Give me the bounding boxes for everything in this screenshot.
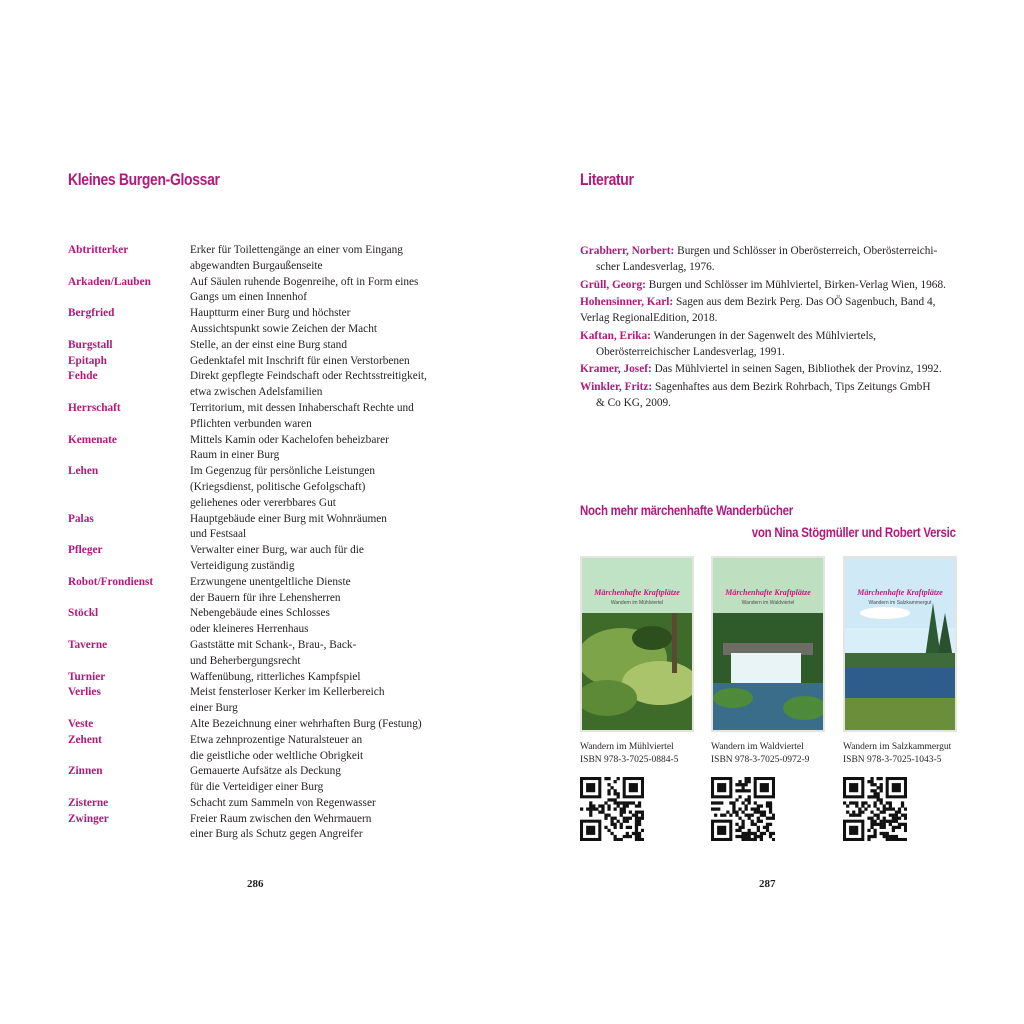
literature-line <box>580 379 960 395</box>
definition-line: Verwalter einer Burg, war auch für die <box>190 544 364 557</box>
glossary-entry <box>68 306 448 338</box>
glossary-term: Stöckl <box>68 607 99 620</box>
literature-entry <box>580 277 960 293</box>
cover-title: Märchenhafte Kraftplätze <box>594 588 680 597</box>
glossary-entry <box>68 275 448 307</box>
glossary-definition <box>190 764 448 796</box>
glossary-definition <box>190 670 448 686</box>
book-card <box>580 556 694 846</box>
glossary-entry <box>68 464 448 511</box>
glossary-entry <box>68 338 448 354</box>
definition-line: Direkt gepflegte Feindschaft oder Rechtsstreitigkeit, <box>190 370 427 383</box>
glossary-definition <box>190 812 448 844</box>
glossary-entry <box>68 369 448 401</box>
definition-line: Raum in einer Burg <box>190 449 280 462</box>
promo-heading-line1: Noch mehr märchenhafte Wanderbücher <box>580 502 793 518</box>
definition-line: Erzwungene unentgeltliche Dienste <box>190 575 351 588</box>
literature-author: Kramer, Josef: <box>580 363 652 375</box>
literature-text: Sagen aus dem Bezirk Perg. Das OÖ Sagenbuch, Band 4, <box>675 296 936 308</box>
definition-line: der Bauern für ihre Lehensherren <box>190 591 341 604</box>
definition-line: Waffenübung, ritterliches Kampfspiel <box>190 670 361 683</box>
glossary-term: Kemenate <box>68 433 117 446</box>
book-isbn: ISBN 978-3-7025-0972-9 <box>711 755 810 765</box>
glossary-definition <box>190 796 448 812</box>
glossary-definition <box>190 575 448 607</box>
definition-line: Gangs um einen Innenhof <box>190 291 308 304</box>
definition-line: oder kleineres Herrenhaus <box>190 623 309 636</box>
book-caption <box>711 741 825 767</box>
definition-line: etwa zwischen Adelsfamilien <box>190 386 323 399</box>
literature-entry <box>580 294 960 326</box>
glossary-term: Zisterne <box>68 796 109 809</box>
glossary-term: Epitaph <box>68 354 107 367</box>
literature-line <box>580 243 960 259</box>
literature-text: Wanderungen in der Sagenwelt des Mühlviertels, <box>653 329 877 342</box>
literature-author: Winkler, Fritz: <box>580 380 653 393</box>
book-cover-image <box>843 556 957 732</box>
book-cover-image <box>580 556 694 732</box>
glossary-term: Palas <box>68 512 94 525</box>
literature-line <box>580 361 960 377</box>
definition-line: Territorium, mit dessen Inhaberschaft Rechte und <box>190 401 414 414</box>
literature-author: Grüll, Georg: <box>580 278 646 291</box>
glossary-entry <box>68 796 448 812</box>
glossary-definition <box>190 685 448 717</box>
book-title: Wandern im Waldviertel <box>711 742 804 752</box>
definition-line: Schacht zum Sammeln von Regenwasser <box>190 796 376 809</box>
cover-photo <box>713 558 823 730</box>
book-title: Wandern im Salzkammergut <box>843 742 952 752</box>
glossary-definition <box>190 512 448 544</box>
glossary-definition <box>190 464 448 511</box>
cover-title: Märchenhafte Kraftplätze <box>725 588 811 597</box>
definition-line: die geistliche oder weltliche Obrigkeit <box>190 749 364 762</box>
definition-line: für die Verteidiger einer Burg <box>190 781 324 794</box>
literature-text: Das Mühlviertel in seinen Sagen, Bibliothek der Provinz, 1992. <box>654 363 942 375</box>
glossary-term: Zinnen <box>68 765 103 778</box>
literature-entry <box>580 243 960 275</box>
cover-subtitle: Wandern im Waldviertel <box>741 600 795 606</box>
literature-entry <box>580 379 960 411</box>
literature-entry <box>580 361 960 377</box>
glossary-entry <box>68 764 448 796</box>
literature-text: Burgen und Schlösser im Mühlviertel, Birken-Verlag Wien, 1968. <box>648 278 946 291</box>
glossary-term: Robot/Frondienst <box>68 575 154 588</box>
definition-line: Aussichtspunkt sowie Zeichen der Macht <box>190 322 377 335</box>
glossary-term: Zehent <box>68 733 102 746</box>
definition-line: Alte Bezeichnung einer wehrhaften Burg (Festung) <box>190 717 422 730</box>
glossary-term: Veste <box>68 717 94 730</box>
glossary-entry <box>68 243 448 275</box>
literature-line <box>580 294 960 310</box>
glossary-entry <box>68 812 448 844</box>
glossary-definition <box>190 401 448 433</box>
glossary-entry <box>68 354 448 370</box>
definition-line: Gemauerte Aufsätze als Deckung <box>190 765 341 778</box>
page-number-right: 287 <box>759 878 776 890</box>
glossary-definition <box>190 338 448 354</box>
qr-code[interactable] <box>580 767 694 846</box>
glossary-entry <box>68 433 448 465</box>
book-caption <box>580 741 694 767</box>
definition-line: einer Burg als Schutz gegen Angreifer <box>190 828 363 841</box>
literature-list <box>580 243 960 412</box>
definition-line: Verteidigung zuständig <box>190 559 295 572</box>
glossary-definition <box>190 243 448 275</box>
book-title: Wandern im Mühlviertel <box>580 742 674 752</box>
definition-line: einer Burg <box>190 702 238 715</box>
cover-subtitle: Wandern im Salzkammergut <box>868 600 932 606</box>
literature-text: Burgen und Schlösser in Oberösterreich, Oberösterreichi- <box>677 245 938 257</box>
literature-author: Grabherr, Norbert: <box>580 245 675 257</box>
book-card <box>711 556 825 846</box>
literature-line: Verlag RegionalEdition, 2018. <box>580 312 718 324</box>
glossary-definition <box>190 369 448 401</box>
glossary-entry <box>68 401 448 433</box>
glossary-entry <box>68 670 448 686</box>
cover-photo <box>845 558 955 730</box>
glossary-term: Zwinger <box>68 812 109 825</box>
book-isbn: ISBN 978-3-7025-0884-5 <box>580 755 679 765</box>
definition-line: Gedenktafel mit Inschrift für einen Verstorbenen <box>190 354 410 367</box>
glossary-definition <box>190 606 448 638</box>
definition-line: und Beherbergungsrecht <box>190 654 301 667</box>
definition-line: Freier Raum zwischen den Wehrmauern <box>190 812 372 825</box>
definition-line: Erker für Toilettengänge an einer vom Eingang <box>190 244 403 256</box>
definition-line: Nebengebäude eines Schlosses <box>190 607 330 620</box>
definition-line: abgewandten Burgaußenseite <box>190 259 323 272</box>
definition-line: Pflichten verbunden waren <box>190 417 312 430</box>
literature-line: Oberösterreichischer Landesverlag, 1991. <box>596 345 785 358</box>
definition-line: Meist fensterloser Kerker im Kellerbereich <box>190 686 385 699</box>
literature-line <box>580 277 960 293</box>
definition-line: und Festsaal <box>190 528 247 541</box>
definition-line: (Kriegsdienst, politische Gefolgschaft) <box>190 480 366 493</box>
literature-line <box>580 328 960 344</box>
cover-subtitle: Wandern im Mühlviertel <box>610 600 664 606</box>
glossary-entry <box>68 685 448 717</box>
glossary-definition <box>190 306 448 338</box>
promo-heading-line2: von Nina Stögmüller und Robert Versic <box>752 524 956 540</box>
literature-line: & Co KG, 2009. <box>596 396 672 409</box>
glossary-definition <box>190 638 448 670</box>
definition-line: Mittels Kamin oder Kachelofen beheizbarer <box>190 433 389 446</box>
glossary-heading: Kleines Burgen-Glossar <box>68 170 220 189</box>
glossary-entry <box>68 638 448 670</box>
glossary-entry <box>68 575 448 607</box>
glossary-definition <box>190 543 448 575</box>
glossary-definition <box>190 717 448 733</box>
qr-code[interactable] <box>711 767 825 846</box>
glossary-entry <box>68 512 448 544</box>
glossary-term: Herrschaft <box>68 401 121 414</box>
glossary-term: Burgstall <box>68 338 113 351</box>
glossary-definition <box>190 354 448 370</box>
literature-text: Sagenhaftes aus dem Bezirk Rohrbach, Tips Zeitungs GmbH <box>655 380 931 393</box>
definition-line: Etwa zehnprozentige Naturalsteuer an <box>190 733 363 746</box>
glossary-entry <box>68 717 448 733</box>
glossary-term: Fehde <box>68 370 98 383</box>
glossary-term: Pfleger <box>68 544 103 557</box>
qr-code[interactable] <box>843 767 957 846</box>
glossary-entry <box>68 733 448 765</box>
glossary-term: Bergfried <box>68 307 115 320</box>
glossary-term: Abtritterker <box>68 244 129 256</box>
glossary-term: Verlies <box>68 686 101 699</box>
cover-photo <box>582 558 692 730</box>
definition-line: Hauptgebäude einer Burg mit Wohnräumen <box>190 512 387 525</box>
glossary-term: Arkaden/Lauben <box>68 275 151 288</box>
literature-line: scher Landesverlag, 1976. <box>596 261 715 273</box>
glossary-entry <box>68 606 448 638</box>
literature-heading: Literatur <box>580 170 634 189</box>
glossary-definition <box>190 733 448 765</box>
page-number-left: 286 <box>247 878 264 890</box>
literature-entry <box>580 328 960 360</box>
definition-line: Hauptturm einer Burg und höchster <box>190 307 351 320</box>
literature-author: Kaftan, Erika: <box>580 329 651 342</box>
cover-title: Märchenhafte Kraftplätze <box>857 588 943 597</box>
book-caption <box>843 741 957 767</box>
definition-line: geliehenes oder vererbbares Gut <box>190 496 336 509</box>
glossary-definition <box>190 433 448 465</box>
glossary-entry <box>68 543 448 575</box>
definition-line: Stelle, an der einst eine Burg stand <box>190 338 347 351</box>
glossary-term: Taverne <box>68 638 108 651</box>
glossary-term: Lehen <box>68 465 99 478</box>
definition-line: Auf Säulen ruhende Bogenreihe, oft in Form eines <box>190 275 419 288</box>
book-card <box>843 556 957 846</box>
definition-line: Im Gegenzug für persönliche Leistungen <box>190 465 376 478</box>
glossary-definition <box>190 275 448 307</box>
glossary-list <box>68 243 448 843</box>
book-cover-image <box>711 556 825 732</box>
definition-line: Gaststätte mit Schank-, Brau-, Back- <box>190 638 357 651</box>
literature-author: Hohensinner, Karl: <box>580 296 674 308</box>
book-isbn: ISBN 978-3-7025-1043-5 <box>843 755 942 765</box>
glossary-term: Turnier <box>68 670 106 683</box>
